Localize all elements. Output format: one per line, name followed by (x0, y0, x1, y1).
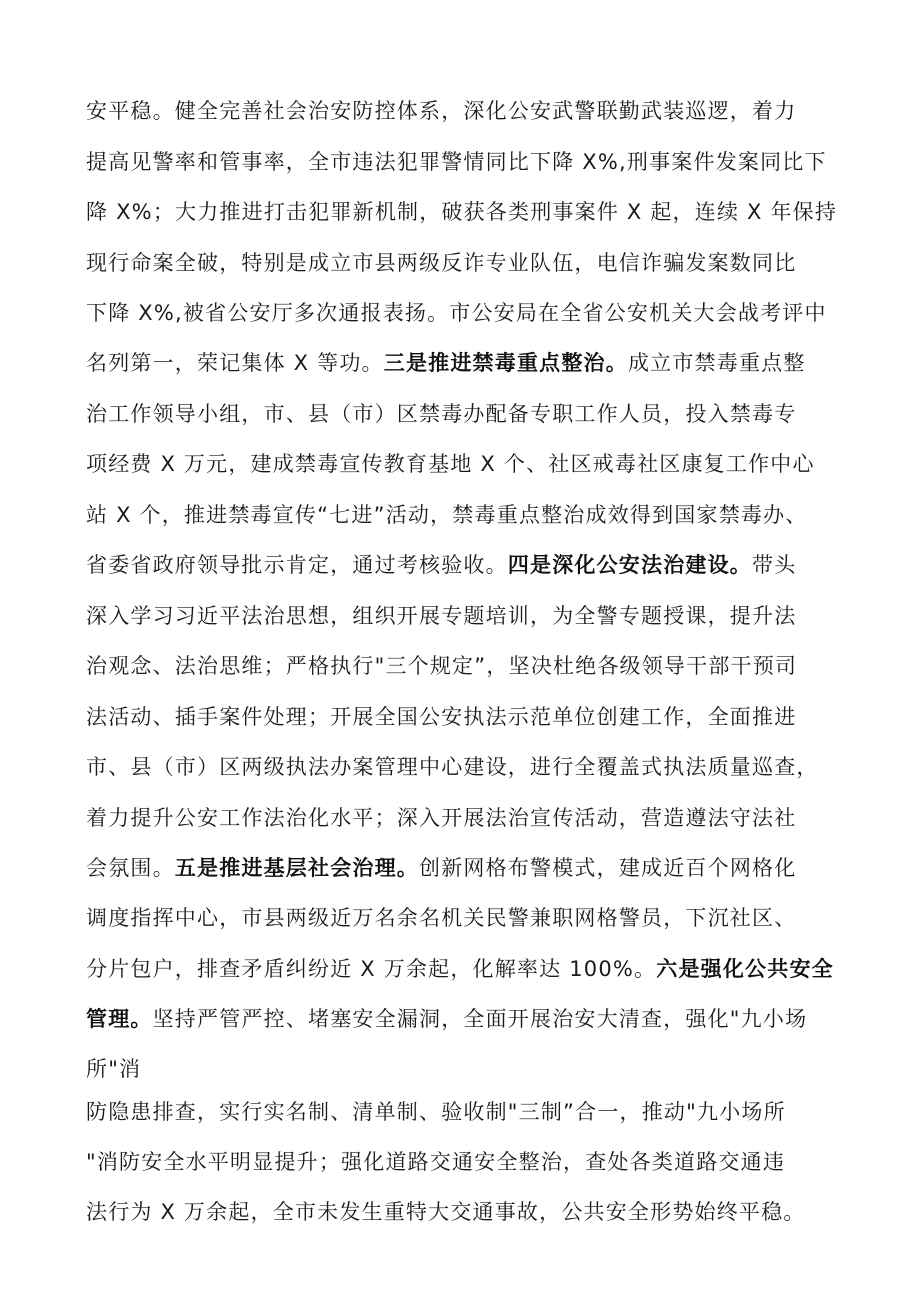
text-segment: 调度指挥中心，市县两级近万名余名机关民警兼职网格警员，下沉社区、 (86, 906, 797, 930)
text-line (86, 601, 886, 631)
text-line (86, 147, 886, 177)
text-segment: 项经费 X 万元，建成禁毒宣传教育基地 X 个、社区戒毒社区康复工作中心 (86, 452, 815, 476)
bold-heading-segment: 四是深化公安法治建设。 (507, 553, 753, 577)
text-segment: 创新网格布警模式，建成近百个网格化 (419, 856, 797, 880)
text-line (86, 1147, 886, 1177)
text-segment: 治观念、法治思维；严格执行"三个规定”，坚决杜绝各级领导干部干预司 (86, 654, 798, 678)
text-segment: 现行命案全破，特别是成立市县两级反诈专业队伍，电信诈骗发案数同比 (86, 251, 797, 275)
text-segment: 所"消 (86, 1057, 142, 1081)
text-segment: 着力提升公安工作法治化水平；深入开展法治宣传活动，营造遵法守法社 (86, 806, 797, 830)
text-segment: 法行为 X 万余起，全市未发生重特大交通事故，公共安全形势始终平稳。 (86, 1200, 806, 1224)
bold-heading-segment: 六是强化公共安全 (656, 957, 834, 981)
text-segment: 市、县（市）区两级执法办案管理中心建设，进行全覆盖式执法质量巡查， (86, 755, 819, 779)
text-line (86, 449, 886, 479)
bold-heading-segment: 管理。 (86, 1007, 153, 1031)
text-segment: 法活动、插手案件处理；开展全国公安执法示范单位创建工作，全面推进 (86, 705, 797, 729)
text-segment: 站 X 个，推进禁毒宣传“七进”活动，禁毒重点整治成效得到国家禁毒办、 (86, 503, 808, 527)
bold-heading-segment: 三是推进禁毒重点整治。 (383, 351, 628, 375)
text-segment: 下降 X%,被省公安厅多次通报表扬。市公安局在全省公安机关大会战考评中 (86, 301, 827, 325)
text-line (86, 96, 886, 126)
text-segment: "消防安全水平明显提升；强化道路交通安全整治，查处各类道路交通违 (86, 1150, 786, 1174)
text-segment: 分片包户，排查矛盾纠纷近 X 万余起，化解率达 100%。 (86, 957, 657, 981)
text-segment: 防隐患排查，实行实名制、清单制、验收制"三制”合一，推动"九小场所 (86, 1100, 786, 1124)
text-line (86, 651, 886, 681)
text-line (86, 550, 886, 580)
text-line (86, 752, 886, 782)
text-segment: 降 X%；大力推进打击犯罪新机制，破获各类刑事案件 X 起，连续 X 年保持 (86, 200, 838, 224)
text-segment: 会氛围。 (86, 856, 175, 880)
text-line (86, 298, 886, 328)
text-line (86, 803, 886, 833)
text-segment: 深入学习习近平法治思想，组织开展专题培训，为全警专题授课，提升法 (86, 604, 797, 628)
text-segment: 省委省政府领导批示肯定，通过考核验收。 (86, 553, 508, 577)
text-line (86, 702, 886, 732)
text-segment: 带头 (752, 553, 797, 577)
text-line (86, 1197, 886, 1227)
text-segment: 治工作领导小组，市、县（市）区禁毒办配备专职工作人员，投入禁毒专 (86, 402, 797, 426)
text-segment: 坚持严管严控、堵塞安全漏洞，全面开展治安大清查，强化"九小场 (152, 1007, 808, 1031)
text-line (86, 1097, 886, 1127)
text-line (86, 1004, 886, 1034)
text-segment: 提高见警率和管事率，全市违法犯罪警情同比下降 X%,刑事案件发案同比下 (86, 150, 827, 174)
bold-heading-segment: 五是推进基层社会治理。 (174, 856, 420, 880)
text-segment: 名列第一，荣记集体 X 等功。 (86, 351, 384, 375)
text-line (86, 903, 886, 933)
text-line (86, 954, 886, 984)
text-line (86, 1054, 886, 1084)
text-line (86, 197, 886, 227)
text-line (86, 348, 886, 378)
text-segment: 安平稳。健全完善社会治安防控体系，深化公安武警联勤武装巡逻，着力 (86, 99, 797, 123)
text-line (86, 248, 886, 278)
text-segment: 成立市禁毒重点整 (627, 351, 806, 375)
text-line (86, 500, 886, 530)
text-line (86, 399, 886, 429)
text-line (86, 853, 886, 883)
